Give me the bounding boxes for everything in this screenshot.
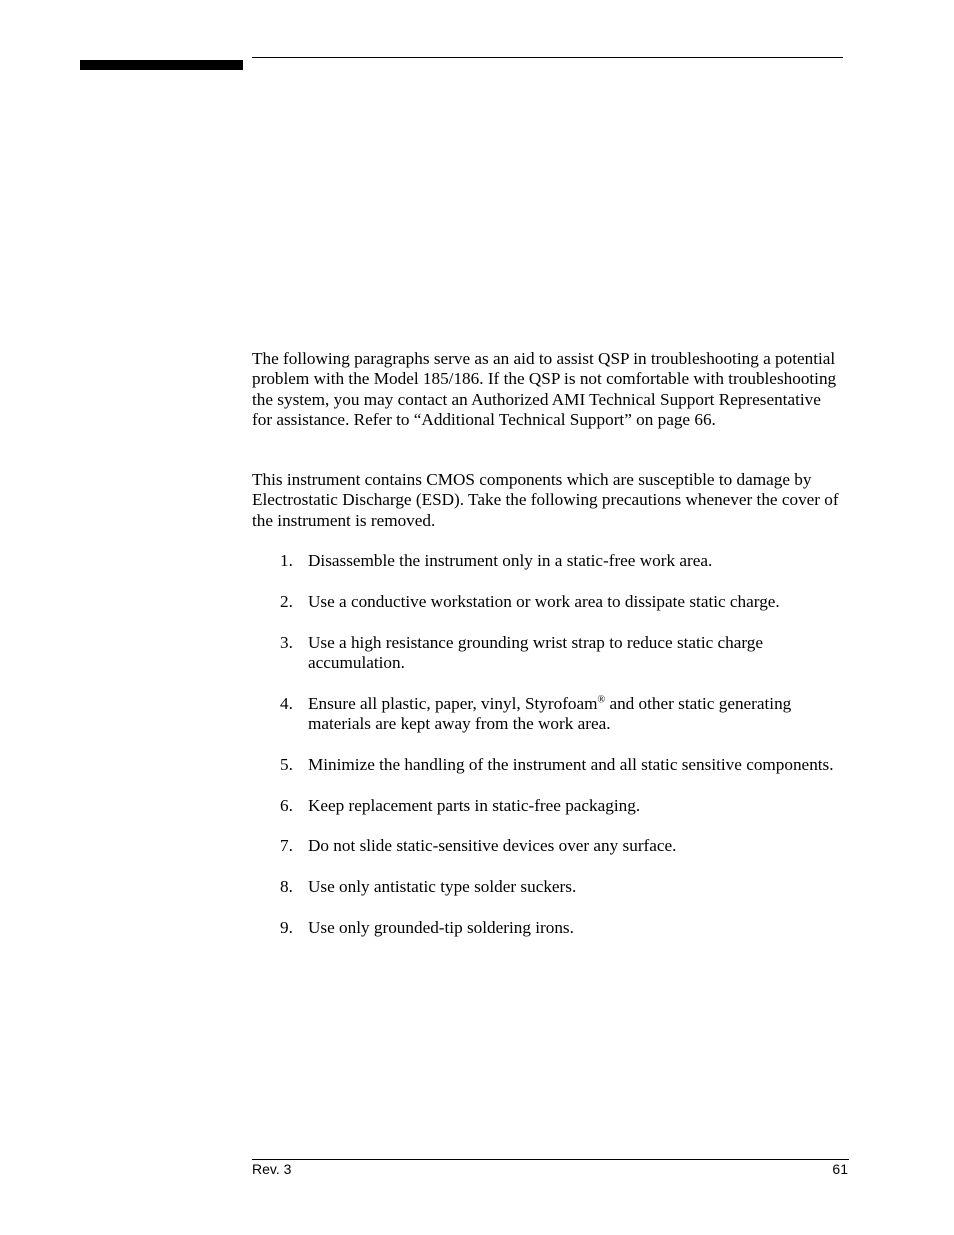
precaution-item	[252, 877, 844, 897]
item-text-after: and other static generating materials are kept away from the work area.	[308, 693, 792, 733]
precaution-item	[252, 694, 844, 735]
precaution-item	[252, 592, 844, 612]
registered-mark: ®	[597, 693, 606, 705]
item-number: 2.	[280, 591, 293, 611]
item-text-before: Ensure all plastic, paper, vinyl, Styrofoam	[308, 693, 598, 713]
intro-paragraph: The following paragraphs serve as an aid to assist QSP in troubleshooting a potential problem with the Model 185/186. If the QSP is not comfortable with troubleshooting the system, you may contact an Authorized AMI Technical Support Representative for assistance. Refer to “Additional Technical Support” on page 66.	[252, 349, 837, 429]
item-text: Disassemble the instrument only in a static-free work area.	[308, 551, 713, 570]
item-number: 6.	[280, 795, 293, 815]
item-text: Use a conductive workstation or work area to dissipate static charge.	[308, 591, 780, 611]
item-text: Use only grounded-tip soldering irons.	[308, 917, 574, 937]
item-text: Keep replacement parts in static-free packaging.	[308, 795, 641, 815]
precaution-item	[252, 836, 844, 856]
precaution-item	[252, 551, 844, 571]
precaution-item	[252, 755, 844, 775]
item-text: Do not slide static-sensitive devices over any surface.	[308, 836, 677, 856]
item-number: 3.	[280, 632, 293, 652]
footer-page-number: 61	[832, 1161, 848, 1177]
item-number: 8.	[280, 877, 293, 897]
precaution-item	[252, 633, 844, 674]
header-rule	[252, 57, 843, 58]
footer-rule	[252, 1159, 849, 1160]
item-text: Use only antistatic type solder suckers.	[308, 877, 577, 897]
item-number: 1.	[280, 551, 293, 570]
item-number: 5.	[280, 754, 293, 774]
item-number: 7.	[280, 836, 293, 856]
item-text: Minimize the handling of the instrument and all static sensitive components.	[308, 754, 834, 774]
footer-revision: Rev. 3	[252, 1161, 292, 1177]
header-bar	[80, 60, 243, 70]
item-number: 9.	[280, 917, 293, 937]
precaution-item	[252, 918, 844, 938]
esd-warning-paragraph: This instrument contains CMOS components which are susceptible to damage by Electrostatic Discharge (ESD). Take the following precautions whenever the cover of the instrument is removed.	[252, 470, 839, 530]
precaution-item	[252, 796, 844, 816]
item-text: Use a high resistance grounding wrist strap to reduce static charge accumulation.	[308, 632, 764, 672]
item-number: 4.	[280, 693, 293, 713]
esd-precautions-list	[252, 551, 844, 959]
